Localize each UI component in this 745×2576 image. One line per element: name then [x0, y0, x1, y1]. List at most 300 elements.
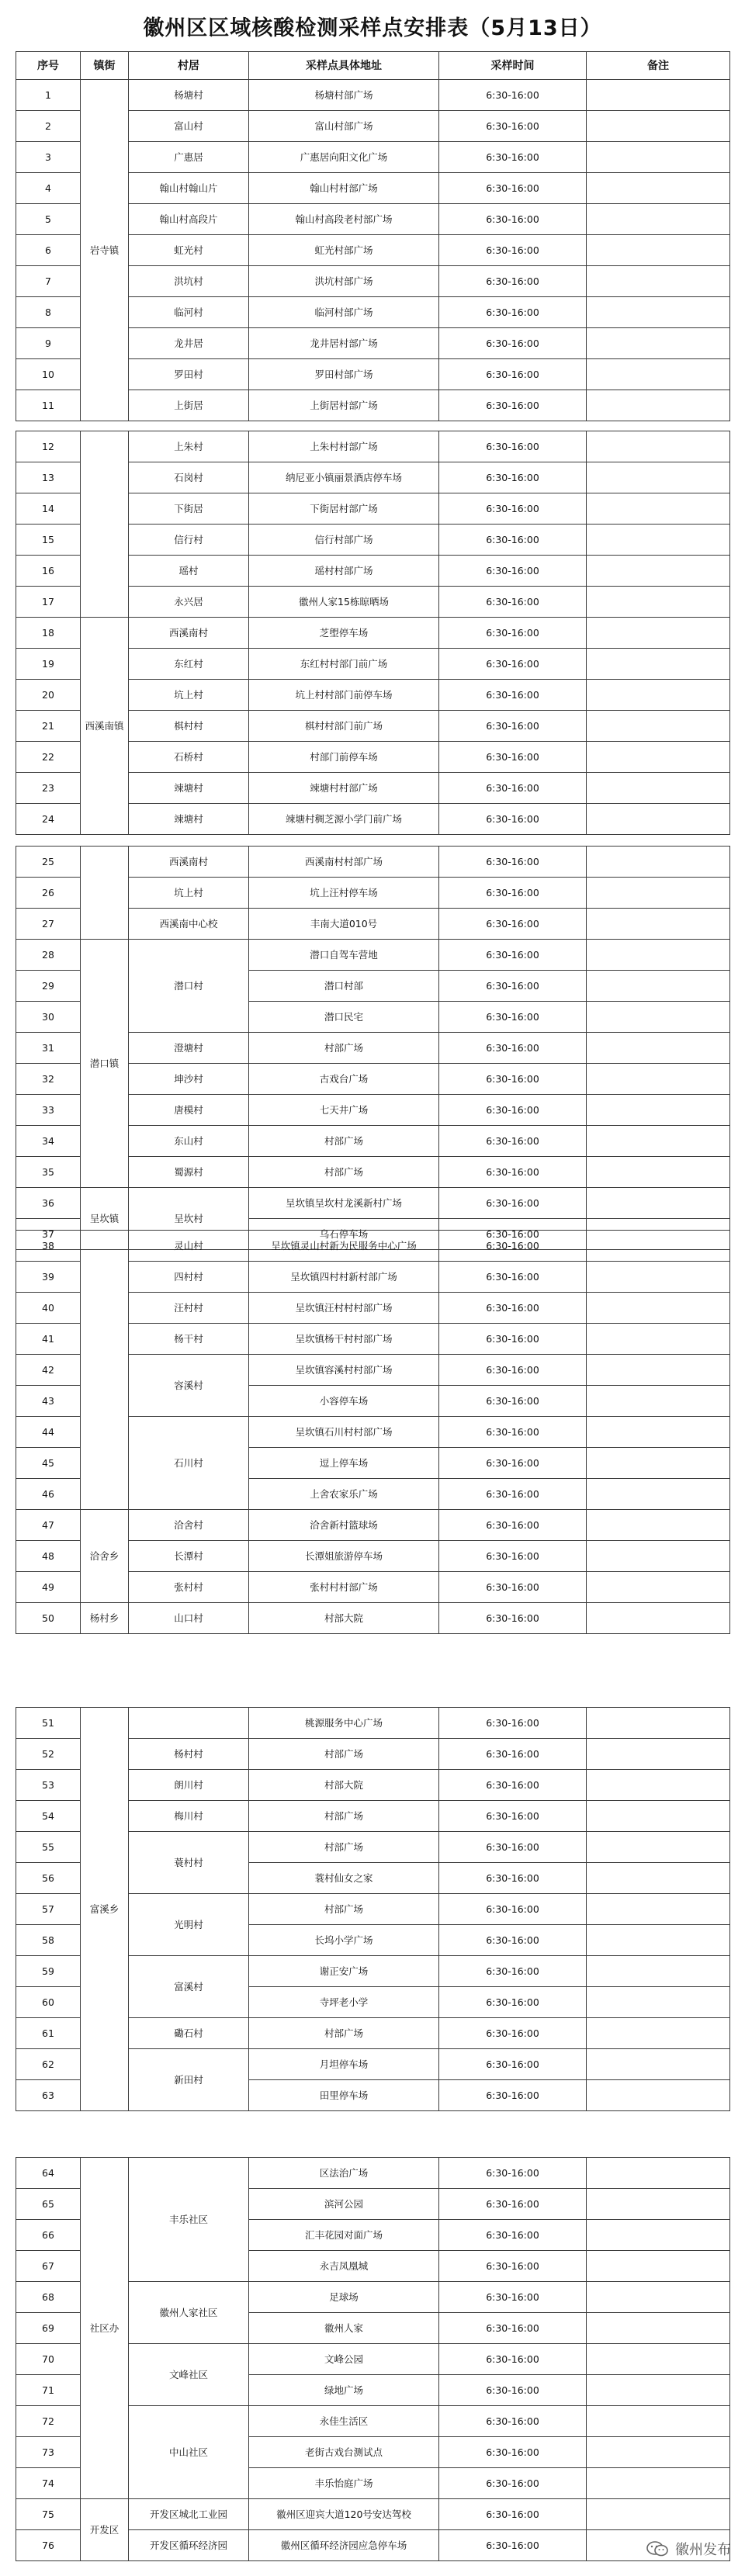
address-cell: 田里停车场	[249, 2080, 439, 2111]
remark-cell	[587, 773, 730, 804]
row-number: 54	[16, 1801, 81, 1832]
town-cell: 潜口镇	[81, 940, 129, 1188]
address-cell: 永吉凤凰城	[249, 2251, 439, 2282]
town-cell	[81, 431, 129, 618]
time-cell: 6:30-16:00	[439, 2189, 587, 2220]
table-block	[16, 1230, 729, 1634]
row-number: 43	[16, 1386, 81, 1417]
table-row	[16, 80, 730, 111]
row-number: 37	[16, 1219, 81, 1250]
village-cell: 开发区城北工业园	[129, 2499, 249, 2530]
address-cell: 足球场	[249, 2282, 439, 2313]
column-header: 序号	[16, 52, 81, 80]
time-cell: 6:30-16:00	[439, 493, 587, 525]
table-block	[16, 1707, 729, 2111]
address-cell: 翰山村高段老村部广场	[249, 204, 439, 235]
remark-cell	[587, 1987, 730, 2018]
row-number: 28	[16, 940, 81, 971]
row-number: 61	[16, 2018, 81, 2049]
address-cell: 小容停车场	[249, 1386, 439, 1417]
village-cell: 磡石村	[129, 2018, 249, 2049]
schedule-table	[16, 1230, 730, 1634]
row-number: 75	[16, 2499, 81, 2530]
village-cell: 坑上村	[129, 680, 249, 711]
village-cell: 西溪南村	[129, 847, 249, 878]
remark-cell	[587, 1572, 730, 1603]
row-number: 14	[16, 493, 81, 525]
row-number: 56	[16, 1863, 81, 1894]
address-cell: 呈坎镇汪村村村部广场	[249, 1293, 439, 1324]
address-cell: 村部广场	[249, 1157, 439, 1188]
address-cell: 芝塱停车场	[249, 618, 439, 649]
time-cell: 6:30-16:00	[439, 1863, 587, 1894]
remark-cell	[587, 1448, 730, 1479]
time-cell: 6:30-16:00	[439, 680, 587, 711]
time-cell: 6:30-16:00	[439, 204, 587, 235]
remark-cell	[587, 266, 730, 297]
time-cell: 6:30-16:00	[439, 556, 587, 587]
address-cell: 上朱村村部广场	[249, 431, 439, 462]
time-cell: 6:30-16:00	[439, 525, 587, 556]
address-cell: 龙井居村部广场	[249, 328, 439, 359]
row-number: 17	[16, 587, 81, 618]
row-number: 76	[16, 2530, 81, 2561]
row-number: 64	[16, 2158, 81, 2189]
remark-cell	[587, 1801, 730, 1832]
row-number: 53	[16, 1770, 81, 1801]
address-cell: 杨塘村部广场	[249, 80, 439, 111]
time-cell: 6:30-16:00	[439, 2049, 587, 2080]
row-number: 47	[16, 1510, 81, 1541]
table-row	[16, 1603, 730, 1634]
time-cell: 6:30-16:00	[439, 587, 587, 618]
table-block	[16, 51, 729, 421]
address-cell: 村部广场	[249, 1894, 439, 1925]
remark-cell	[587, 297, 730, 328]
address-cell: 徽州区循环经济园应急停车场	[249, 2530, 439, 2561]
time-cell: 6:30-16:00	[439, 1417, 587, 1448]
row-number: 16	[16, 556, 81, 587]
time-cell: 6:30-16:00	[439, 235, 587, 266]
remark-cell	[587, 1832, 730, 1863]
row-number: 52	[16, 1739, 81, 1770]
time-cell: 6:30-16:00	[439, 173, 587, 204]
time-cell: 6:30-16:00	[439, 2313, 587, 2344]
address-cell: 丰南大道010号	[249, 909, 439, 940]
time-cell: 6:30-16:00	[439, 971, 587, 1002]
remark-cell	[587, 878, 730, 909]
town-cell	[81, 1231, 129, 1510]
row-number: 72	[16, 2406, 81, 2437]
row-number: 8	[16, 297, 81, 328]
row-number: 41	[16, 1324, 81, 1355]
column-header: 采样点具体地址	[249, 52, 439, 80]
remark-cell	[587, 971, 730, 1002]
page-title: 徽州区区域核酸检测采样点安排表（5月13日）	[143, 16, 602, 40]
address-cell: 竦塘村稠芝源小学门前广场	[249, 804, 439, 835]
row-number: 27	[16, 909, 81, 940]
table-row	[16, 2158, 730, 2189]
watermark-text: 徽州发布	[675, 2542, 731, 2558]
table-row	[16, 1188, 730, 1219]
town-cell: 富溪乡	[81, 1708, 129, 2111]
village-cell: 呈坎村	[129, 1188, 249, 1250]
village-cell: 上街居	[129, 390, 249, 421]
row-number: 36	[16, 1188, 81, 1219]
row-number: 60	[16, 1987, 81, 2018]
remark-cell	[587, 1603, 730, 1634]
time-cell: 6:30-16:00	[439, 1219, 587, 1250]
village-cell: 罗田村	[129, 359, 249, 390]
time-cell: 6:30-16:00	[439, 1739, 587, 1770]
remark-cell	[587, 587, 730, 618]
time-cell: 6:30-16:00	[439, 2437, 587, 2468]
time-cell: 6:30-16:00	[439, 297, 587, 328]
row-number: 38	[16, 1231, 81, 1262]
time-cell: 6:30-16:00	[439, 649, 587, 680]
address-cell: 呈坎镇杨干村村部广场	[249, 1324, 439, 1355]
village-cell: 虹光村	[129, 235, 249, 266]
time-cell: 6:30-16:00	[439, 2251, 587, 2282]
town-cell: 呈坎镇	[81, 1188, 129, 1250]
time-cell: 6:30-16:00	[439, 1987, 587, 2018]
row-number: 74	[16, 2468, 81, 2499]
remark-cell	[587, 1386, 730, 1417]
address-cell: 村部广场	[249, 1033, 439, 1064]
address-cell: 纳尼亚小镇丽景酒店停车场	[249, 462, 439, 493]
schedule-table	[16, 51, 730, 421]
remark-cell	[587, 1293, 730, 1324]
village-cell: 开发区循环经济园	[129, 2530, 249, 2561]
time-cell: 6:30-16:00	[439, 2018, 587, 2049]
remark-cell	[587, 2375, 730, 2406]
table-block	[16, 431, 729, 835]
row-number: 69	[16, 2313, 81, 2344]
remark-cell	[587, 1231, 730, 1262]
village-cell: 丰乐社区	[129, 2158, 249, 2282]
address-cell: 月坦停车场	[249, 2049, 439, 2080]
village-cell: 梅川村	[129, 1801, 249, 1832]
remark-cell	[587, 1956, 730, 1987]
remark-cell	[587, 680, 730, 711]
village-cell: 石岗村	[129, 462, 249, 493]
village-cell: 长潭村	[129, 1541, 249, 1572]
row-number: 68	[16, 2282, 81, 2313]
address-cell: 滨河公园	[249, 2189, 439, 2220]
village-cell: 山口村	[129, 1603, 249, 1634]
row-number: 11	[16, 390, 81, 421]
address-cell: 翰山村村部广场	[249, 173, 439, 204]
row-number: 15	[16, 525, 81, 556]
row-number: 73	[16, 2437, 81, 2468]
table-row	[16, 431, 730, 462]
time-cell: 6:30-16:00	[439, 359, 587, 390]
table-row	[16, 1708, 730, 1739]
address-cell: 呈坎镇石川村村部广场	[249, 1417, 439, 1448]
remark-cell	[587, 2282, 730, 2313]
village-cell: 临河村	[129, 297, 249, 328]
time-cell: 6:30-16:00	[439, 2375, 587, 2406]
address-cell: 徽州区迎宾大道120号安达驾校	[249, 2499, 439, 2530]
time-cell: 6:30-16:00	[439, 111, 587, 142]
address-cell: 潜口民宅	[249, 1002, 439, 1033]
remark-cell	[587, 1479, 730, 1510]
address-cell: 绿地广场	[249, 2375, 439, 2406]
time-cell: 6:30-16:00	[439, 2499, 587, 2530]
remark-cell	[587, 80, 730, 111]
remark-cell	[587, 804, 730, 835]
address-cell: 东红村村部门前广场	[249, 649, 439, 680]
row-number: 55	[16, 1832, 81, 1863]
address-cell: 西溪南村村部广场	[249, 847, 439, 878]
village-cell: 徽州人家社区	[129, 2282, 249, 2344]
village-cell: 张村村	[129, 1572, 249, 1603]
village-cell: 竦塘村	[129, 773, 249, 804]
remark-cell	[587, 1157, 730, 1188]
address-cell: 村部广场	[249, 1126, 439, 1157]
table-row	[16, 1510, 730, 1541]
row-number: 70	[16, 2344, 81, 2375]
row-number: 40	[16, 1293, 81, 1324]
address-cell: 坑上村村部门前停车场	[249, 680, 439, 711]
address-cell: 罗田村部广场	[249, 359, 439, 390]
table-block	[16, 2157, 729, 2561]
address-cell: 广惠居向阳文化广场	[249, 142, 439, 173]
village-cell: 光明村	[129, 1894, 249, 1956]
time-cell: 6:30-16:00	[439, 2406, 587, 2437]
time-cell: 6:30-16:00	[439, 1770, 587, 1801]
time-cell: 6:30-16:00	[439, 1355, 587, 1386]
remark-cell	[587, 2158, 730, 2189]
time-cell: 6:30-16:00	[439, 804, 587, 835]
time-cell: 6:30-16:00	[439, 1293, 587, 1324]
row-number: 23	[16, 773, 81, 804]
row-number: 30	[16, 1002, 81, 1033]
remark-cell	[587, 2220, 730, 2251]
address-cell: 呈坎镇灵山村新为民服务中心广场	[249, 1231, 439, 1262]
time-cell: 6:30-16:00	[439, 1324, 587, 1355]
column-header: 镇街	[81, 52, 129, 80]
remark-cell	[587, 1324, 730, 1355]
address-cell: 区法治广场	[249, 2158, 439, 2189]
remark-cell	[587, 204, 730, 235]
address-cell: 下街居村部广场	[249, 493, 439, 525]
village-cell: 朗川村	[129, 1770, 249, 1801]
table-row	[16, 940, 730, 971]
address-cell: 蓑村仙女之家	[249, 1863, 439, 1894]
town-cell: 洽舍乡	[81, 1510, 129, 1603]
village-cell: 永兴居	[129, 587, 249, 618]
table-row	[16, 2499, 730, 2530]
village-cell	[129, 1708, 249, 1739]
time-cell: 6:30-16:00	[439, 773, 587, 804]
remark-cell	[587, 940, 730, 971]
schedule-table	[16, 2157, 730, 2561]
remark-cell	[587, 1925, 730, 1956]
address-cell: 呈坎镇四村村新村部广场	[249, 1262, 439, 1293]
address-cell: 桃源服务中心广场	[249, 1708, 439, 1739]
village-cell: 信行村	[129, 525, 249, 556]
remark-cell	[587, 2049, 730, 2080]
schedule-table	[16, 846, 730, 1250]
time-cell: 6:30-16:00	[439, 1801, 587, 1832]
remark-cell	[587, 2468, 730, 2499]
address-cell: 上街居村部广场	[249, 390, 439, 421]
address-cell: 棋村村部门前广场	[249, 711, 439, 742]
address-cell: 信行村部广场	[249, 525, 439, 556]
address-cell: 徽州人家	[249, 2313, 439, 2344]
remark-cell	[587, 173, 730, 204]
remark-cell	[587, 1739, 730, 1770]
row-number: 4	[16, 173, 81, 204]
row-number: 5	[16, 204, 81, 235]
address-cell: 张村村村部广场	[249, 1572, 439, 1603]
row-number: 45	[16, 1448, 81, 1479]
address-cell: 逗上停车场	[249, 1448, 439, 1479]
row-number: 25	[16, 847, 81, 878]
address-cell: 洪坑村部广场	[249, 266, 439, 297]
remark-cell	[587, 1417, 730, 1448]
row-number: 62	[16, 2049, 81, 2080]
remark-cell	[587, 556, 730, 587]
time-cell: 6:30-16:00	[439, 1832, 587, 1863]
remark-cell	[587, 431, 730, 462]
remark-cell	[587, 2344, 730, 2375]
remark-cell	[587, 1095, 730, 1126]
remark-cell	[587, 525, 730, 556]
address-cell: 谢正安广场	[249, 1956, 439, 1987]
remark-cell	[587, 1126, 730, 1157]
village-cell: 文峰社区	[129, 2344, 249, 2406]
remark-cell	[587, 1355, 730, 1386]
row-number: 31	[16, 1033, 81, 1064]
row-number: 3	[16, 142, 81, 173]
remark-cell	[587, 1863, 730, 1894]
village-cell: 汪村村	[129, 1293, 249, 1324]
schedule-table	[16, 1707, 730, 2111]
time-cell: 6:30-16:00	[439, 1157, 587, 1188]
village-cell: 洪坑村	[129, 266, 249, 297]
remark-cell	[587, 847, 730, 878]
village-cell: 容溪村	[129, 1355, 249, 1417]
row-number: 39	[16, 1262, 81, 1293]
row-number: 66	[16, 2220, 81, 2251]
schedule-table	[16, 431, 730, 835]
address-cell: 村部大院	[249, 1770, 439, 1801]
address-cell: 呈坎镇容溪村村部广场	[249, 1355, 439, 1386]
remark-cell	[587, 1708, 730, 1739]
time-cell: 6:30-16:00	[439, 742, 587, 773]
address-cell: 村部门前停车场	[249, 742, 439, 773]
village-cell: 石桥村	[129, 742, 249, 773]
town-cell: 西溪南镇	[81, 618, 129, 835]
time-cell: 6:30-16:00	[439, 618, 587, 649]
address-cell: 长坞小学广场	[249, 1925, 439, 1956]
row-number: 13	[16, 462, 81, 493]
row-number: 7	[16, 266, 81, 297]
row-number: 22	[16, 742, 81, 773]
address-cell: 汇丰花园对面广场	[249, 2220, 439, 2251]
row-number: 2	[16, 111, 81, 142]
remark-cell	[587, 2406, 730, 2437]
row-number: 59	[16, 1956, 81, 1987]
village-cell: 下街居	[129, 493, 249, 525]
village-cell: 蜀源村	[129, 1157, 249, 1188]
row-number: 32	[16, 1064, 81, 1095]
village-cell: 唐模村	[129, 1095, 249, 1126]
town-cell: 岩寺镇	[81, 80, 129, 421]
time-cell: 6:30-16:00	[439, 847, 587, 878]
row-number: 34	[16, 1126, 81, 1157]
remark-cell	[587, 2189, 730, 2220]
time-cell: 6:30-16:00	[439, 1002, 587, 1033]
time-cell: 6:30-16:00	[439, 328, 587, 359]
address-cell: 虹光村部广场	[249, 235, 439, 266]
village-cell: 翰山村翰山片	[129, 173, 249, 204]
row-number: 24	[16, 804, 81, 835]
village-cell: 东红村	[129, 649, 249, 680]
remark-cell	[587, 2018, 730, 2049]
address-cell: 徽州人家15栋晾晒场	[249, 587, 439, 618]
remark-cell	[587, 909, 730, 940]
address-cell: 呈坎镇呈坎村龙溪新村广场	[249, 1188, 439, 1219]
village-cell: 石川村	[129, 1417, 249, 1510]
address-cell: 丰乐怡庭广场	[249, 2468, 439, 2499]
time-cell: 6:30-16:00	[439, 1925, 587, 1956]
remark-cell	[587, 1033, 730, 1064]
time-cell: 6:30-16:00	[439, 390, 587, 421]
village-cell: 四村村	[129, 1262, 249, 1293]
column-header: 采样时间	[439, 52, 587, 80]
village-cell: 西溪南中心校	[129, 909, 249, 940]
village-cell: 富山村	[129, 111, 249, 142]
time-cell: 6:30-16:00	[439, 1126, 587, 1157]
time-cell: 6:30-16:00	[439, 1510, 587, 1541]
village-cell: 新田村	[129, 2049, 249, 2111]
village-cell: 澄塘村	[129, 1033, 249, 1064]
remark-cell	[587, 2251, 730, 2282]
row-number: 6	[16, 235, 81, 266]
remark-cell	[587, 618, 730, 649]
row-number: 1	[16, 80, 81, 111]
time-cell: 6:30-16:00	[439, 909, 587, 940]
village-cell: 杨村村	[129, 1739, 249, 1770]
row-number: 44	[16, 1417, 81, 1448]
remark-cell	[587, 328, 730, 359]
village-cell: 中山社区	[129, 2406, 249, 2499]
time-cell: 6:30-16:00	[439, 1033, 587, 1064]
village-cell: 蓑村村	[129, 1832, 249, 1894]
town-cell: 杨村乡	[81, 1603, 129, 1634]
table-block	[16, 846, 729, 1250]
header-row	[16, 52, 730, 80]
remark-cell	[587, 1188, 730, 1219]
remark-cell	[587, 462, 730, 493]
village-cell: 龙井居	[129, 328, 249, 359]
time-cell: 6:30-16:00	[439, 1231, 587, 1262]
remark-cell	[587, 2313, 730, 2344]
remark-cell	[587, 1510, 730, 1541]
row-number: 26	[16, 878, 81, 909]
address-cell: 临河村部广场	[249, 297, 439, 328]
address-cell: 老街古戏台测试点	[249, 2437, 439, 2468]
remark-cell	[587, 742, 730, 773]
village-cell: 广惠居	[129, 142, 249, 173]
row-number: 50	[16, 1603, 81, 1634]
address-cell: 富山村部广场	[249, 111, 439, 142]
row-number: 71	[16, 2375, 81, 2406]
remark-cell	[587, 2499, 730, 2530]
